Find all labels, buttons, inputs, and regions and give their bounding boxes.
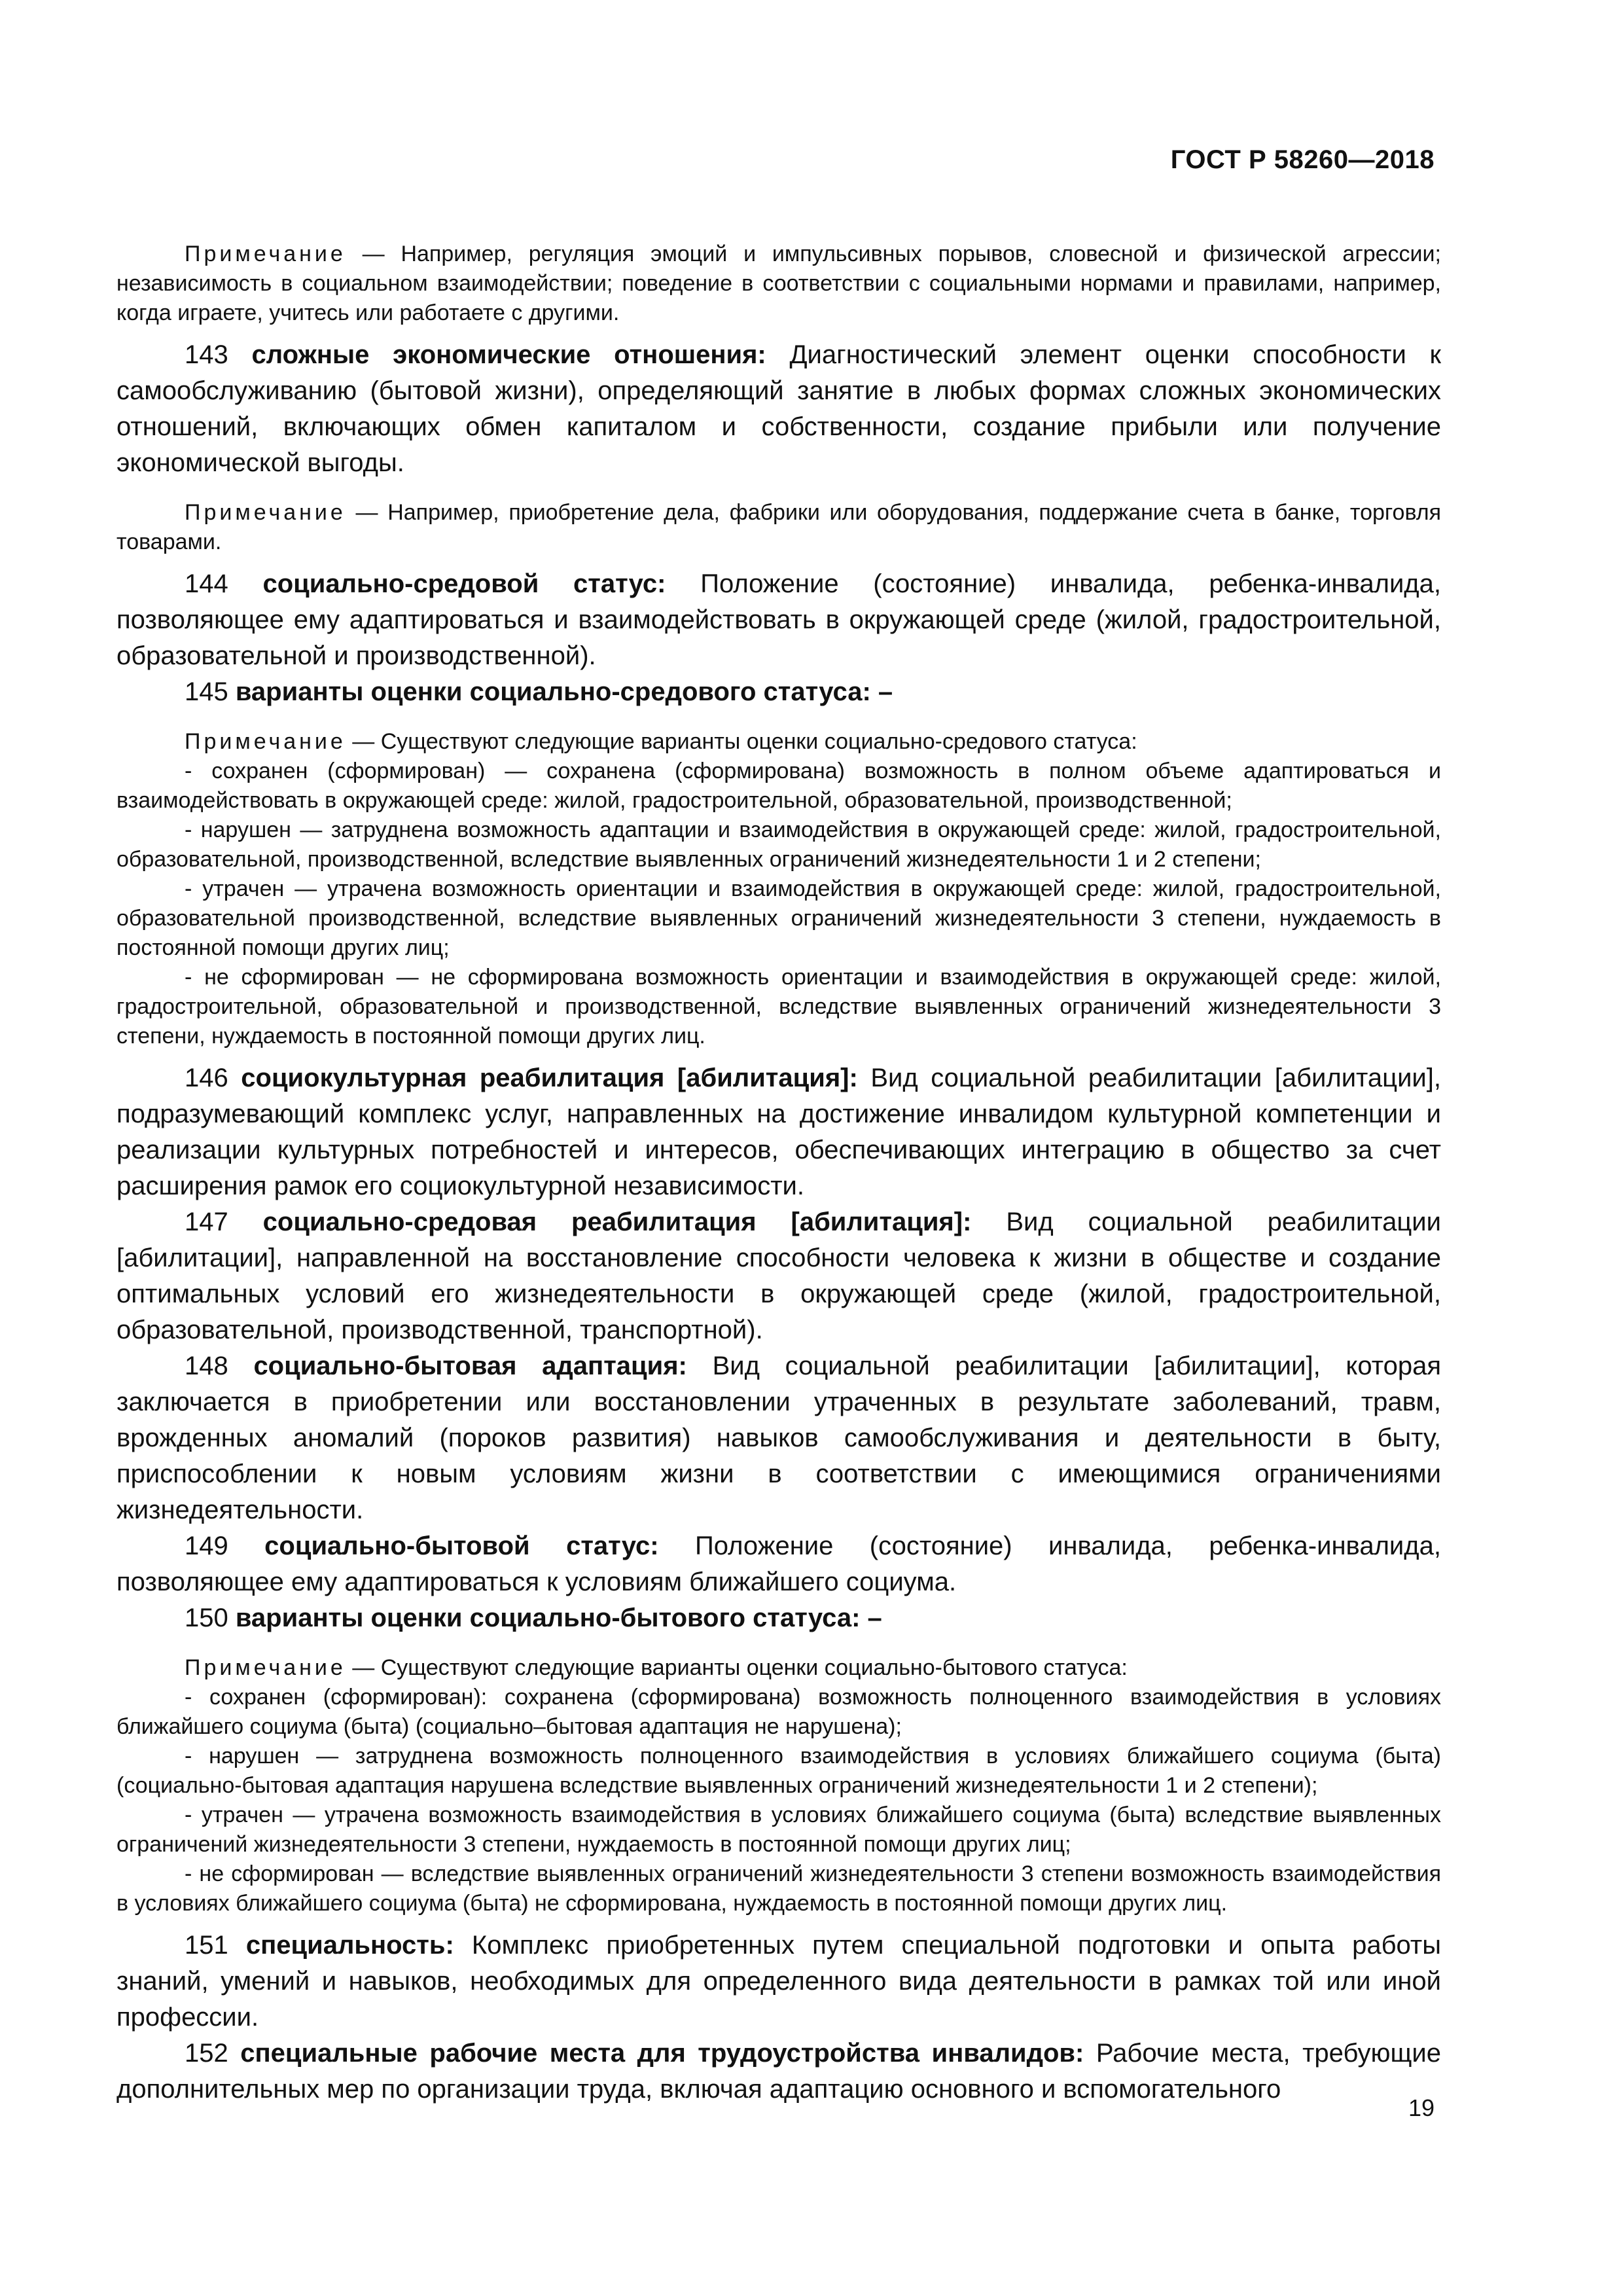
term-title: специальность: (245, 1931, 454, 1960)
note-text: Существуют следующие варианты оценки социально-бытового статуса: (380, 1655, 1128, 1680)
term-title: социально-средовая реабилитация [абилитация]: (262, 1208, 972, 1236)
page-number: 19 (1408, 2094, 1435, 2121)
note-paragraph (116, 498, 1441, 557)
term-title: социально-средовой статус: (262, 569, 666, 598)
note-text: Например, регуляция эмоций и импульсивных порывов, словесной и физической агрессии; независимость в социальном взаимодействии; поведение в соответствии с социальными нормами и правилами, например, когда играете, учитесь или работаете с другими. (116, 242, 1441, 325)
note-list-item: - утрачен — утрачена возможность взаимодействия в условиях ближайшего социума (быта) вследствие выявленных ограничений жизнедеятельности 3 степени, нуждаемость в постоянной помощи других лиц; (116, 1803, 1441, 1857)
term-entry (116, 1060, 1441, 1204)
term-entry (116, 1928, 1441, 2036)
term-entry (116, 2036, 1441, 2108)
term-title: социокультурная реабилитация [абилитация]: (241, 1064, 858, 1092)
term-definition: Положение (состояние) инвалида, ребенка-инвалида, позволяющее ему адаптироваться и взаимодействовать в окружающей среде (жилой, градостроительной, образовательной и производственной). (116, 569, 1441, 670)
term-number: 148 (185, 1352, 254, 1380)
note-text: Существуют следующие варианты оценки социально-средового статуса: (380, 729, 1137, 754)
note-list-item: - не сформирован — вследствие выявленных ограничений жизнедеятельности 3 степени возможность взаимодействия в условиях ближайшего социума (быта) не сформирована, нуждаемость в постоянной помощи других лиц. (116, 1861, 1441, 1916)
term-definition: Рабочие места, требующие дополнительных мер по организации труда, включая адаптацию основного и вспомогательного (116, 2039, 1442, 2104)
term-number: 143 (185, 340, 252, 369)
term-definition: Положение (состояние) инвалида, ребенка-инвалида, позволяющее ему адаптироваться к условиям ближайшего социума. (116, 1532, 1441, 1596)
term-number: 149 (185, 1532, 265, 1560)
note-paragraph (116, 240, 1441, 328)
term-definition: Комплекс приобретенных путем специальной подготовки и опыта работы знаний, умений и навыков, необходимых для определенного вида деятельности в рамках той или иной профессии. (116, 1931, 1441, 2032)
term-title: специальные рабочие места для трудоустройства инвалидов: (240, 2039, 1084, 2068)
term-number: 152 (185, 2039, 241, 2068)
term-title: сложные экономические отношения: (251, 340, 766, 369)
note-dash: — (346, 729, 381, 754)
term-definition: Вид социальной реабилитации [абилитации], направленной на восстановление способности человека к жизни в обществе и создание оптимальных условий его жизнедеятельности в окружающей среде (жилой, градостроительной, образовательной, производственной, транспортной). (116, 1208, 1441, 1344)
term-title: варианты оценки социально-бытового статуса: – (235, 1604, 882, 1632)
note-label: Примечание (185, 729, 346, 754)
note-paragraph (116, 727, 1441, 757)
term-definition: Вид социальной реабилитации [абилитации], которая заключается в приобретении или восстановлении утраченных в результате заболеваний, травм, врожденных аномалий (пороков развития) навыков самообслуживания и деятельности в быту, приспособлении к новым условиям жизни в соответствии с имеющимися ограничениями жизнедеятельности. (116, 1352, 1441, 1524)
term-title: социально-бытовая адаптация: (253, 1352, 687, 1380)
document-body (116, 223, 1441, 2108)
term-entry (116, 674, 1441, 710)
note-label: Примечание (185, 242, 346, 266)
note-list-item: - нарушен — затруднена возможность полноценного взаимодействия в условиях ближайшего социума (быта) (социально-бытовая адаптация нарушена вследствие выявленных ограничений жизнедеятельности 1 и 2 степени); (116, 1744, 1441, 1798)
term-number: 150 (185, 1604, 236, 1632)
term-definition: Диагностический элемент оценки способности к самообслуживанию (бытовой жизни), определяющий занятие в любых формах сложных экономических отношений, включающих обмен капиталом и собственности, создание прибыли или получение экономической выгоды. (116, 340, 1441, 477)
note-label: Примечание (185, 1655, 346, 1680)
term-entry (116, 1600, 1441, 1636)
term-number: 147 (185, 1208, 263, 1236)
term-entry (116, 1204, 1441, 1348)
term-entry (116, 1528, 1441, 1600)
note-list-item: - сохранен (сформирован) — сохранена (сформирована) возможность в полном объеме адаптироваться и взаимодействовать в окружающей среде: жилой, градостроительной, образовательной, производственной; (116, 759, 1441, 813)
note-list-item: - не сформирован — не сформирована возможность ориентации и взаимодействия в окружающей среде: жилой, градостроительной, образовательной и производственной, вследствие выявленных ограничений жизнедеятельности 3 степени, нуждаемость в постоянной помощи других лиц. (116, 965, 1441, 1049)
note-dash: — (346, 242, 401, 266)
term-number: 146 (185, 1064, 241, 1092)
term-entry (116, 566, 1441, 674)
term-entry (116, 1348, 1441, 1528)
term-entry (116, 337, 1441, 481)
note-paragraph (116, 1653, 1441, 1683)
document-header: ГОСТ Р 58260—2018 (1170, 145, 1435, 174)
term-definition: Вид социальной реабилитации [абилитации], подразумевающий комплекс услуг, направленных на достижение инвалидом культурной компетенции и реализации культурных потребностей и интересов, обеспечивающих интеграцию в общество за счет расширения рамок его социокультурной независимости. (116, 1064, 1441, 1200)
note-text: Например, приобретение дела, фабрики или оборудования, поддержание счета в банке, торговля товарами. (116, 500, 1441, 554)
note-list-item: - сохранен (сформирован): сохранена (сформирована) возможность полноценного взаимодействия в условиях ближайшего социума (быта) (социально–бытовая адаптация не нарушена); (116, 1685, 1441, 1739)
term-number: 151 (185, 1931, 246, 1960)
term-number: 145 (185, 677, 236, 706)
note-list-item: - нарушен — затруднена возможность адаптации и взаимодействия в окружающей среде: жилой, градостроительной, образовательной, производственной, вследствие выявленных ограничений жизнедеятельности 1 и 2 степени; (116, 817, 1441, 872)
note-list-item: - утрачен — утрачена возможность ориентации и взаимодействия в окружающей среде: жилой, градостроительной, образовательной производственной, вследствие выявленных ограничений жизнедеятельности 3 степени, нуждаемость в постоянной помощи других лиц; (116, 876, 1441, 960)
note-dash: — (346, 1655, 381, 1680)
term-number: 144 (185, 569, 263, 598)
note-label: Примечание (185, 500, 346, 525)
term-title: варианты оценки социально-средового статуса: – (235, 677, 893, 706)
note-dash: — (346, 500, 388, 525)
term-title: социально-бытовой статус: (264, 1532, 659, 1560)
